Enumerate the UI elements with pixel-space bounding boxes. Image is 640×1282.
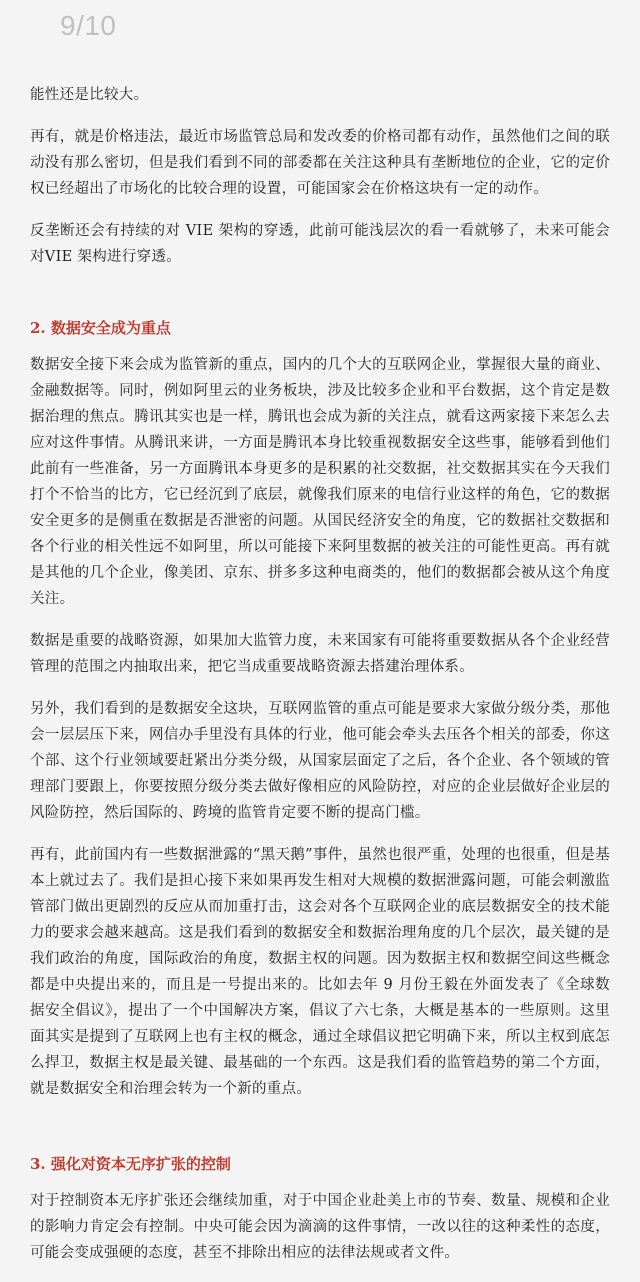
paragraph: 另外，我们看到的是数据安全这块，互联网监管的重点可能是要求大家做分级分类，那他会一层层压下来，网信办手里没有具体的行业，他可能会牵头去压各个相关的部委，你这个部、这个行业领域要赶紧出分类分级，从国家层面定了之后，各个企业、各个领域的管理部门要跟上，你要按照分级分类去做好像相应的风险防控，对应的企业层做好企业层的风险防控，然后国际的、跨境的监管肯定要不断的提高门槛。: [30, 701, 610, 821]
page-counter: 9/10: [60, 10, 117, 41]
section-heading-capital-control: 3. 强化对资本无序扩张的控制: [30, 1155, 231, 1173]
section-heading-data-security: 2. 数据安全成为重点: [30, 319, 171, 337]
paragraph: 对于控制资本无序扩张还会继续加重，对于中国企业赴美上市的节奏、数量、规模和企业的影响力肯定会有控制。中央可能会因为滴滴的这件事情，一改以往的这种柔性的态度，可能会变成强硬的态度，甚至不排除出相应的法律法规或者文件。: [30, 1193, 610, 1261]
paragraph: 反垄断还会有持续的对 VIE 架构的穿透，此前可能浅层次的看一看就够了，未来可能会对VIE 架构进行穿透。: [30, 223, 610, 265]
paragraph: 能性还是比较大。: [30, 87, 149, 103]
paragraph: 数据安全接下来会成为监管新的重点，国内的几个大的互联网企业，掌握很大量的商业、金融数据等。同时，例如阿里云的业务板块，涉及比较多企业和平台数据，这个肯定是数据治理的焦点。腾讯其实也是一样，腾讯也会成为新的关注点，就看这两家接下来怎么去应对这件事情。从腾讯来讲，一方面是腾讯本身比较重视数据安全这些事，能够看到他们此前有一些准备，另一方面腾讯本身更多的是积累的社交数据，社交数据其实在今天我们打个不恰当的比方，它已经沉到了底层，就像我们原来的电信行业这样的角色，它的数据安全更多的是侧重在数据是否泄密的问题。从国民经济安全的角度，它的数据社交数据和各个行业的相关性远不如阿里，所以可能接下来阿里数据的被关注的可能性更高。再有就是其他的几个企业，像美团、京东、拼多多这种电商类的，他们的数据都会被从这个角度关注。: [30, 357, 610, 607]
paragraph: 数据是重要的战略资源，如果加大监管力度，未来国家有可能将重要数据从各个企业经营管理的范围之内抽取出来，把它当成重要战略资源去搭建治理体系。: [30, 633, 610, 675]
article-body: [30, 82, 610, 1282]
paragraph: 再有，此前国内有一些数据泄露的“黑天鹅”事件，虽然也很严重，处理的也很重，但是基本上就过去了。我们是担心接下来如果再发生相对大规模的数据泄露问题，可能会刺激监管部门做出更剧烈的反应从而加重打击，这会对各个互联网企业的底层数据安全的技术能力的要求会越来越高。这是我们看到的数据安全和数据治理角度的几个层次，最关键的是我们政治的角度，国际政治的角度，数据主权的问题。因为数据主权和数据空间这些概念都是中央提出来的，而且是一号提出来的。比如去年 9 月份王毅在外面发表了《全球数据安全倡议》，提出了一个中国解决方案，倡议了六七条，大概是基本的一些原则。这里面其实是提到了互联网上也有主权的概念，通过全球倡议把它明确下来，所以主权到底怎么捍卫，数据主权是最关键、最基础的一个东西。这是我们看的监管趋势的第二个方面，就是数据安全和治理会转为一个新的重点。: [30, 847, 610, 1097]
section-spacer: [30, 1118, 610, 1152]
paragraph: 再有，就是价格违法，最近市场监管总局和发改委的价格司都有动作，虽然他们之间的联动没有那么密切，但是我们看到不同的部委都在关注这种具有垄断地位的企业，它的定价权已经超出了市场化的比较合理的设置，可能国家会在价格这块有一定的动作。: [30, 129, 610, 197]
section-spacer: [30, 286, 610, 316]
